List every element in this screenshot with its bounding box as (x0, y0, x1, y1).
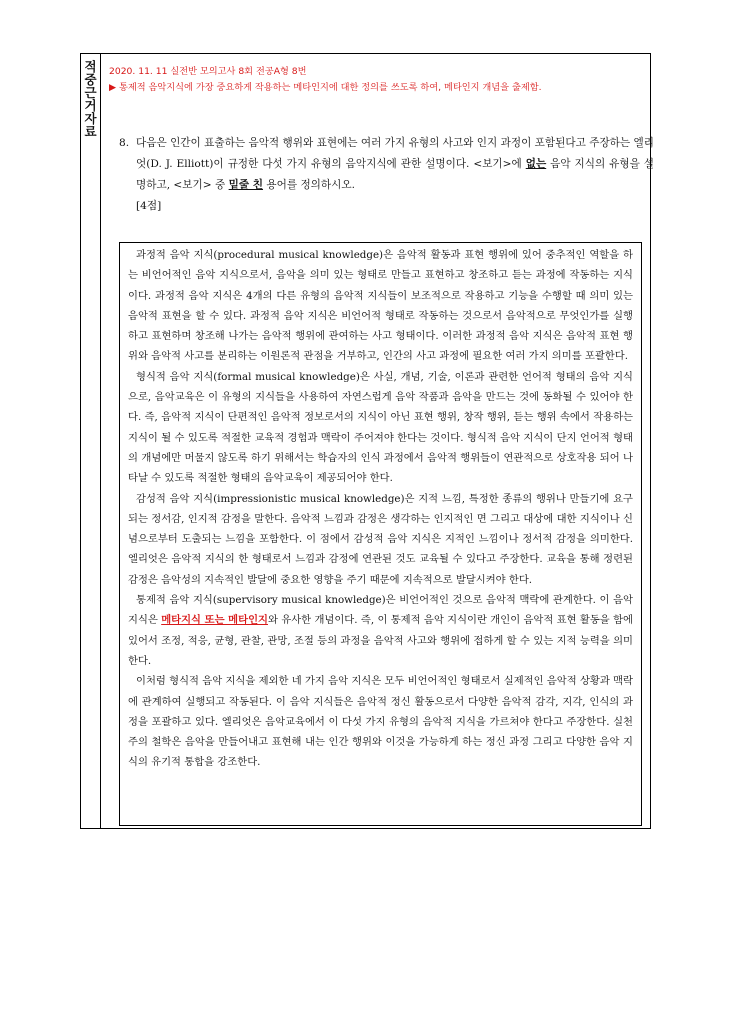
evidence-table (80, 53, 654, 829)
question-block (119, 133, 654, 217)
side-label: 적중근거자료 (84, 59, 97, 139)
note-line: ▶ 통제적 음악지식에 가장 중요하게 작용하는 메타인지에 대한 정의를 쓰도록 하여, 메타인지 개념을 출제함. (109, 82, 542, 93)
emphasis-underlined: 밑줄 친 (228, 179, 264, 191)
paragraph-procedural: 과정적 음악 지식(procedural musical knowledge)은 음악적 활동과 표현 행위에 있어 중추적인 역할을 하는 비언어적인 음악 지식으로서, 음악을 의미 있는 형태로 만들고 표현하고 창조하고 듣는 과정에 작동하는 지식이다. 과정적 음악 지식은 4개의 다른 유형의 음악적 지식들이 보조적으로 작용하고 기능을 수행할 때 의미 있는 음악적 표현을 할 수 있다. 과정적 음악 지식은 비언어적 형태로 작동하는 것으로서 음악적으로 무엇인가를 실행하고 표현하며 창조해 나가는 음악적 행위에 관여하는 사고 형태이다. 이러한 과정적 음악 지식은 음악적 표현 행위와 음악적 사고를 분리하는 이원론적 관점을 거부하고, 인간의 사고 과정에 필요한 여러 가지 의미를 포괄한다. (128, 249, 633, 363)
question-number: 8. (119, 137, 130, 149)
paragraph-impressionistic: 감성적 음악 지식(impressionistic musical knowledge)은 지적 느낌, 특정한 종류의 행위나 만들기에 요구되는 정서감, 인지적 감정을 말한다. 음악적 느낌과 감정은 생각하는 인지적인 면 그리고 대상에 대한 지식이나 신념으로부터 도출되는 느낌을 포함한다. 이 점에서 감성적 음악 지식은 지적인 느낌이나 정서적 감정을 의미한다. 엘리엇은 음악적 지식의 한 형태로서 느낌과 감정에 연관된 것도 교육될 수 있다고 주장한다. 교육을 통해 정련된 감정은 음악성의 지속적인 발달에 중요한 영향을 주기 때문에 지속적으로 발달시켜야 한다. (128, 492, 633, 586)
example-box (119, 242, 642, 826)
source-line: 2020. 11. 11 실전반 모의고사 8회 전공A형 8번 (109, 66, 307, 77)
question-text: 다음은 인간이 표출하는 음악적 행위와 표현에는 여러 가지 유형의 사고와 인지 과정이 포함된다고 주장하는 엘리엇(D. J. Elliott)이 규정한 다섯 가지 유형의 음악지식에 관한 설명이다. <보기>에 없는 음악 지식의 유형을 설명하고, <보기> 중 밑줄 친 용어를 정의하시오. [4점] (136, 137, 654, 212)
paragraph-supervisory: 통제적 음악 지식(supervisory musical knowledge)은 비언어적인 것으로 음악적 맥락에 관계한다. 이 음악 지식은 메타지식 또는 메타인지와 유사한 개념이다. 즉, 이 통제적 음악 지식이란 개인이 음악적 표현 활동을 함에 있어서 조정, 적응, 균형, 관찰, 관망, 조절 등의 과정을 음악적 사고와 행위에 접하게 할 수 있는 지적 능력을 의미한다. (128, 594, 633, 667)
paragraph-formal: 형식적 음악 지식(formal musical knowledge)은 사실, 개념, 기술, 이론과 관련한 언어적 형태의 음악 지식으로, 음악교육은 이 유형의 지식들을 사용하여 자연스럽게 음악 작품과 음악을 만드는 것에 동화될 수 있어야 한다. 즉, 음악적 지식이 단편적인 음악적 정보로서의 지식이 아닌 표현 행위, 창작 행위, 듣는 행위 속에서 작용하는 지식이 될 수 있도록 적절한 교육적 경험과 맥락이 주어져야 한다는 것이다. 형식적 음악 지식이 단지 언어적 형태의 개념에만 머물지 않도록 하기 위해서는 학습자의 인식 과정에서 음악적 행위들이 연관적으로 상호작용 되어 나타날 수 있도록 적절한 형태의 음악교육이 제공되어야 한다. (128, 370, 633, 485)
emphasis-absent: 없는 (525, 158, 547, 170)
paragraph-summary: 이처럼 형식적 음악 지식을 제외한 네 가지 음악 지식은 모두 비언어적인 형태로서 실제적인 음악적 상황과 맥락에 관계하여 실행되고 작동된다. 이 음악 지식들은 음악적 정신 활동으로서 다양한 음악적 감각, 지각, 인식의 과정을 포괄하고 있다. 엘리엇은 음악교육에서 이 다섯 가지 유형의 음악적 지식을 가르쳐야 한다고 주장한다. 실천주의 철학은 음악을 만들어내고 표현해 내는 인간 행위와 이것을 가능하게 하는 정신 과정 그리고 다양한 음악 지식의 유기적 통합을 강조한다. (128, 675, 633, 769)
side-label-cell (81, 54, 101, 828)
content-cell (101, 54, 654, 828)
highlighted-term: 메타지식 또는 메타인지 (161, 614, 268, 627)
question-points: [4점] (136, 200, 162, 212)
